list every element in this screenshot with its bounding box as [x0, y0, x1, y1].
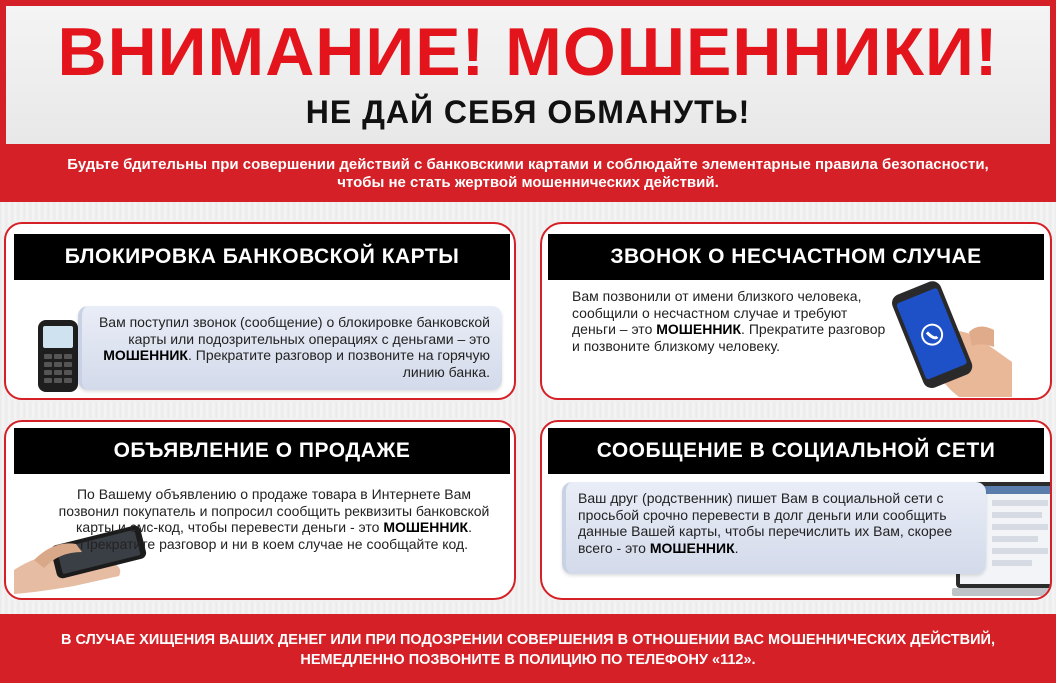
card-text [78, 306, 502, 390]
footer-line-1: В СЛУЧАЕ ХИЩЕНИЯ ВАШИХ ДЕНЕГ ИЛИ ПРИ ПОДОЗРЕНИИ СОВЕРШЕНИЯ В ОТНОШЕНИИ ВАС МОШЕННИЧЕСКИХ ДЕЙСТВИЙ, [61, 632, 995, 648]
card-text-part: По Вашему объявлению о продаже товара в Интернете Вам позвонил покупатель и попросил сообщить реквизиты банковской карты и смс-код, чтобы перевести деньги - это [58, 486, 490, 535]
intro-line-1: Будьте бдительны при совершении действий с банковскими картами и соблюдайте элементарные правила безопасности, [67, 156, 989, 173]
card-text [58, 486, 490, 552]
footer-warning [0, 626, 1056, 676]
page-title: ВНИМАНИЕ! МОШЕННИКИ! [57, 14, 999, 90]
card-text [562, 482, 986, 574]
card-text-part: Вам поступил звонок (сообщение) о блокировке банковской карты или подозрительных операциях с деньгами – это [98, 314, 490, 347]
card-text-part: . [734, 539, 739, 556]
fraud-word: МОШЕННИК [649, 539, 735, 556]
card-title: ЗВОНОК О НЕСЧАСТНОМ СЛУЧАЕ [548, 234, 1044, 280]
card-text-part: Ваш друг (родственник) пишет Вам в социальной сети с просьбой срочно перевести в долг деньги или сообщить данные Вашей карты, чтобы перечислить их Вам, скорее всего - это [578, 490, 953, 556]
card-text [572, 288, 892, 354]
card-social-message [540, 420, 1052, 600]
card-accident-call [540, 222, 1052, 400]
card-sale-ad [4, 420, 516, 600]
intro-text [0, 152, 1056, 196]
fraud-word: МОШЕННИК [656, 321, 742, 337]
card-text-part: . Прекратите разговор и позвоните близкому человеку. [572, 321, 886, 354]
card-title: БЛОКИРОВКА БАНКОВСКОЙ КАРТЫ [14, 234, 510, 280]
fraud-word: МОШЕННИК [103, 347, 188, 363]
fraud-word: МОШЕННИК [383, 519, 469, 535]
card-text-part: . Прекратите разговор и ни в коем случае не сообщайте код. [79, 519, 472, 552]
card-card-block [4, 222, 516, 400]
page-subtitle: НЕ ДАЙ СЕБЯ ОБМАНУТЬ! [305, 94, 751, 130]
card-title: ОБЪЯВЛЕНИЕ О ПРОДАЖЕ [14, 428, 510, 474]
main-panel [0, 202, 1056, 614]
card-title: СООБЩЕНИЕ В СОЦИАЛЬНОЙ СЕТИ [548, 428, 1044, 474]
card-text-part: . Прекратите разговор и позвоните на горячую линию банка. [187, 347, 490, 380]
card-text-part: Вам позвонили от имени близкого человека, сообщили о несчастном случае и требуют деньги – это [572, 288, 862, 337]
footer-line-2: НЕМЕДЛЕННО ПОЗВОНИТЕ В ПОЛИЦИЮ ПО ТЕЛЕФОНУ «112». [300, 652, 756, 668]
header [6, 6, 1050, 144]
smartphone-call-icon [884, 272, 1014, 397]
intro-line-2: чтобы не стать жертвой мошеннических действий. [337, 174, 719, 191]
